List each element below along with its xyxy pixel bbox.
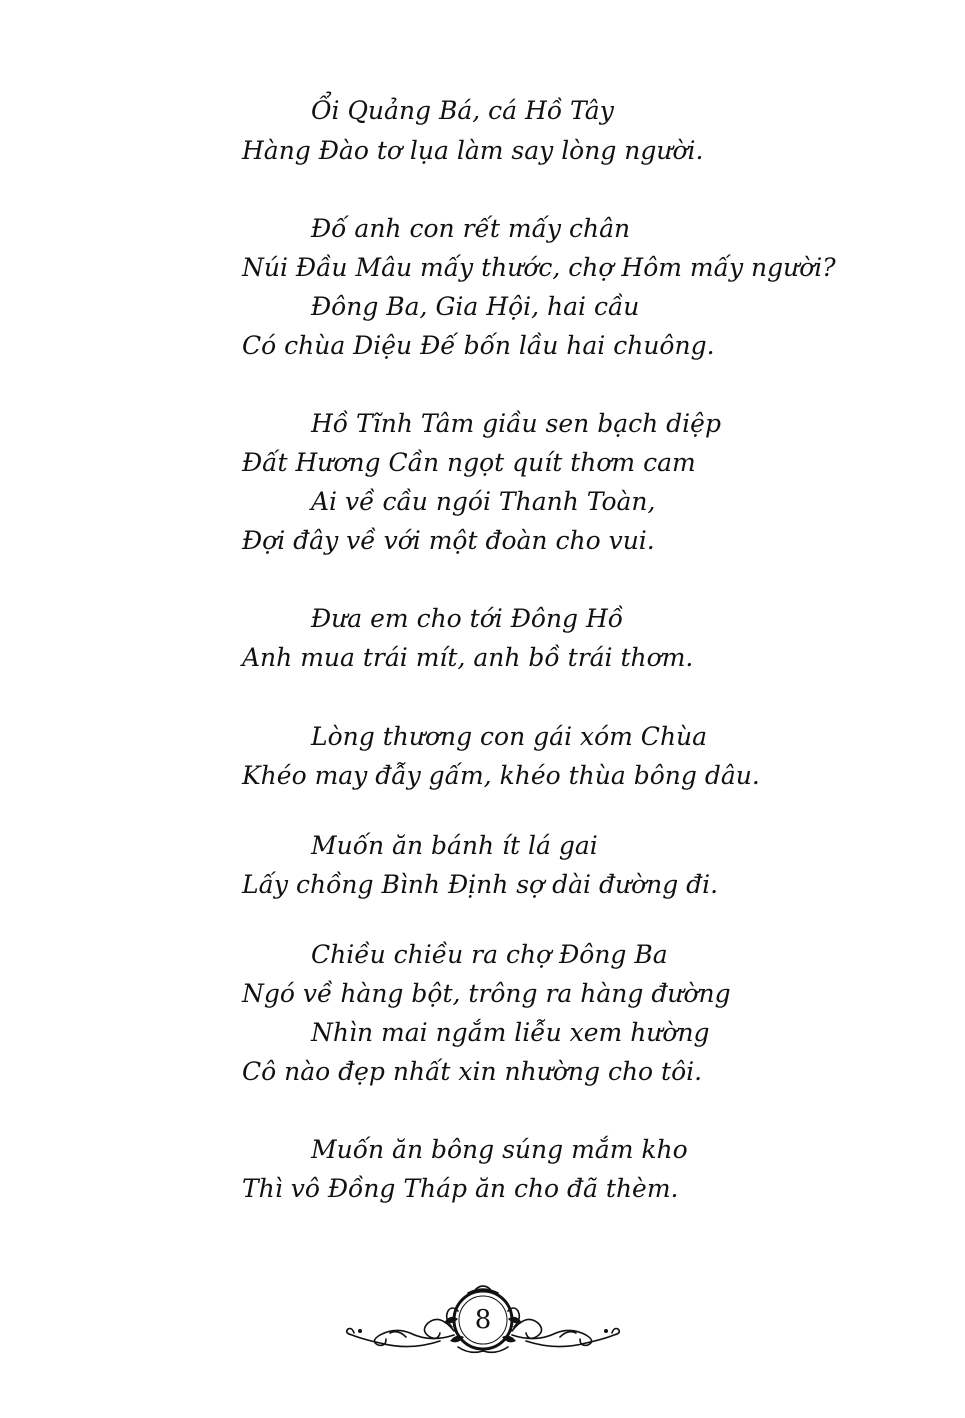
verse-line: Hồ Tĩnh Tâm giầu sen bạch diệp: [311, 409, 721, 438]
verse-line: Núi Đầu Mâu mấy thước, chợ Hôm mấy người?: [242, 253, 836, 282]
verse-line: Lòng thương con gái xóm Chùa: [311, 722, 708, 751]
verse-line: Muốn ăn bông súng mắm kho: [311, 1135, 688, 1164]
verse-line: Nhìn mai ngắm liễu xem hường: [311, 1018, 710, 1047]
verse-line: Đợi đây về với một đoàn cho vui.: [242, 526, 655, 555]
verse-line: Ai về cầu ngói Thanh Toàn,: [311, 487, 656, 516]
verse-line: Cô nào đẹp nhất xin nhường cho tôi.: [242, 1057, 703, 1086]
verse-line: Đưa em cho tới Đông Hồ: [311, 604, 624, 633]
verse-line: Ngó về hàng bột, trông ra hàng đường: [242, 979, 731, 1008]
verse-line: Khéo may đẫy gấm, khéo thùa bông dâu.: [242, 761, 760, 790]
verse-line: Có chùa Diệu Đế bốn lầu hai chuông.: [242, 331, 715, 360]
verse-line: Muốn ăn bánh ít lá gai: [311, 831, 598, 860]
verse-line: Ổi Quảng Bá, cá Hồ Tây: [311, 96, 614, 125]
page-number: 8: [474, 1305, 492, 1335]
verse-line: Hàng Đào tơ lụa làm say lòng người.: [242, 136, 704, 165]
verse-line: Anh mua trái mít, anh bồ trái thơm.: [242, 643, 694, 672]
verse-line: Đố anh con rết mấy chân: [311, 214, 631, 243]
verse-line: Đất Hương Cần ngọt quít thơm cam: [242, 448, 696, 477]
verse-line: Thì vô Đồng Tháp ăn cho đã thèm.: [242, 1174, 679, 1203]
verse-line: Chiều chiều ra chợ Đông Ba: [311, 940, 668, 969]
verse-line: Lấy chồng Bình Định sợ dài đường đi.: [242, 870, 719, 899]
verse-line: Đông Ba, Gia Hội, hai cầu: [311, 292, 640, 321]
